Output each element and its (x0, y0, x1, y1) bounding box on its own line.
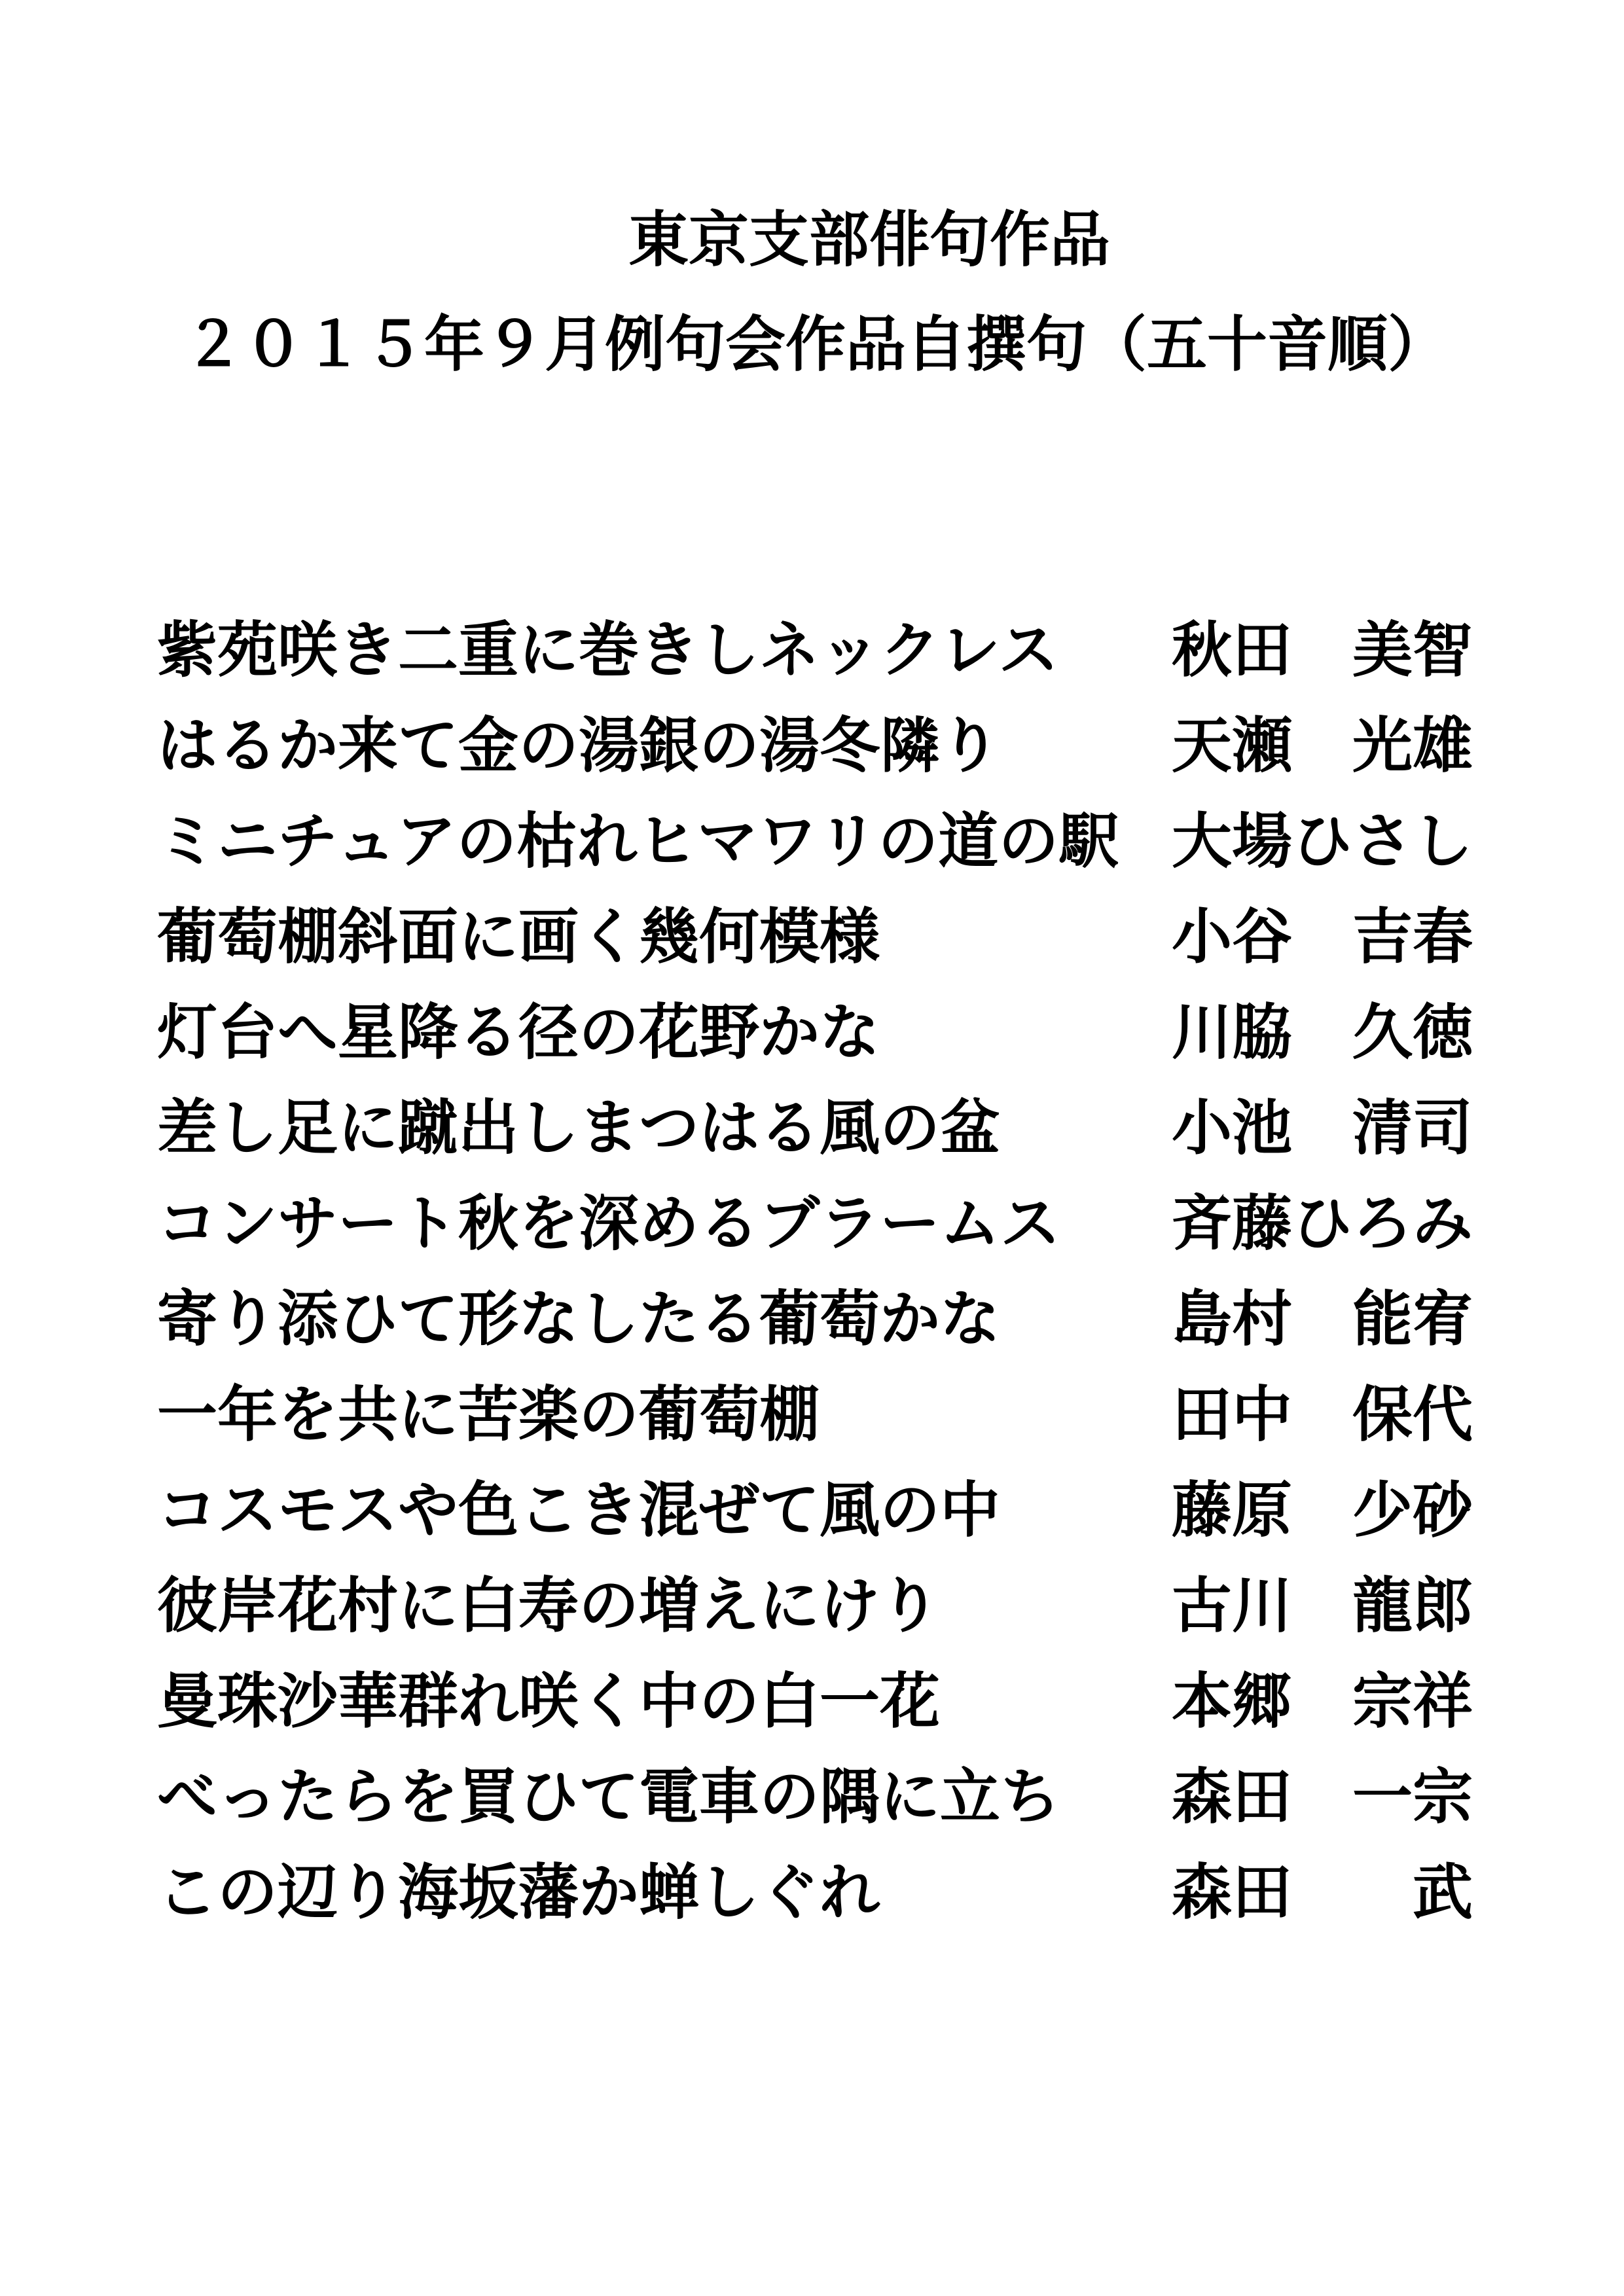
author-name (1172, 1749, 1473, 1844)
author-name (1172, 889, 1473, 984)
haiku-row (157, 1749, 1473, 1844)
haiku-text: この辺り海坂藩か蝉しぐれ (157, 1857, 880, 1928)
haiku-text: コンサート秋を深めるブラームス (157, 1188, 1061, 1259)
page-title: 東京支部俳句作品 (628, 204, 1111, 275)
haiku-text: 彼岸花村に白寿の増えにけり (157, 1570, 941, 1641)
author-name (1172, 793, 1473, 889)
haiku-row (157, 698, 1473, 793)
haiku-row (157, 889, 1473, 984)
author-given-name: 能宥 (1352, 1283, 1473, 1354)
haiku-row (157, 1844, 1473, 1940)
author-family-name: 森田 (1172, 1857, 1293, 1928)
author-given-name: 武 (1412, 1857, 1473, 1928)
haiku-text: 紫苑咲き二重に巻きしネックレス (157, 615, 1059, 685)
author-family-name: 小池 (1172, 1092, 1293, 1163)
haiku-text: ミニチュアの枯れヒマワリの道の駅 (157, 806, 1119, 876)
haiku-row (157, 1558, 1473, 1653)
author-name (1172, 1653, 1473, 1749)
haiku-row (157, 1080, 1473, 1175)
author-name (1172, 1844, 1473, 1940)
author-family-name: 本郷 (1172, 1666, 1293, 1736)
haiku-row (157, 1367, 1473, 1462)
author-given-name: 久徳 (1352, 997, 1473, 1067)
author-family-name: 小谷 (1172, 901, 1293, 972)
author-name (1172, 1367, 1473, 1462)
author-family-name: 森田 (1172, 1761, 1293, 1832)
haiku-text: 葡萄棚斜面に画く幾何模様 (157, 901, 880, 972)
haiku-row (157, 602, 1473, 698)
author-name (1172, 1558, 1473, 1653)
author-family-name: 島村 (1172, 1283, 1293, 1354)
haiku-text: 灯台へ星降る径の花野かな (157, 997, 880, 1067)
author-name (1172, 1175, 1473, 1271)
author-family-name: 藤原 (1172, 1475, 1293, 1545)
haiku-row (157, 1175, 1473, 1271)
page-subtitle: ２０１５年９月例句会作品自撰句（五十音順） (183, 309, 1449, 380)
author-family-name: 田中 (1172, 1379, 1293, 1450)
author-given-name: 宗祥 (1352, 1666, 1473, 1736)
author-family-name: 天瀬 (1172, 710, 1293, 781)
author-family-name: 秋田 (1172, 615, 1293, 685)
author-given-name: 龍郎 (1352, 1570, 1473, 1641)
author-family-name: 川脇 (1172, 997, 1293, 1067)
haiku-row (157, 984, 1473, 1080)
haiku-text: 差し足に蹴出しまつはる風の盆 (157, 1092, 1001, 1163)
author-given-name: 少砂 (1352, 1475, 1473, 1545)
haiku-list (157, 602, 1473, 1940)
haiku-text: べったらを買ひて電車の隅に立ち (157, 1761, 1061, 1832)
haiku-row (157, 1653, 1473, 1749)
author-given-name: 美智 (1352, 615, 1473, 685)
author-family-name: 古川 (1172, 1570, 1293, 1641)
haiku-text: 寄り添ひて形なしたる葡萄かな (157, 1283, 1001, 1354)
author-name (1172, 1271, 1473, 1367)
author-name (1172, 1462, 1473, 1558)
author-name (1172, 698, 1473, 793)
author-given-name: 一宗 (1352, 1761, 1473, 1832)
author-name (1172, 984, 1473, 1080)
author-family-name: 大場ひさし (1172, 806, 1473, 876)
author-given-name: 清司 (1352, 1092, 1473, 1163)
haiku-text: 曼珠沙華群れ咲く中の白一花 (157, 1666, 941, 1736)
author-given-name: 光雄 (1352, 710, 1473, 781)
author-family-name: 斉藤ひろみ (1172, 1188, 1473, 1259)
author-name (1172, 1080, 1473, 1175)
haiku-row (157, 1462, 1473, 1558)
author-name (1172, 602, 1473, 698)
haiku-text: コスモスや色こき混ぜて風の中 (157, 1475, 1001, 1545)
haiku-row (157, 1271, 1473, 1367)
author-given-name: 保代 (1352, 1379, 1473, 1450)
haiku-text: 一年を共に苦楽の葡萄棚 (157, 1379, 820, 1450)
haiku-text: はるか来て金の湯銀の湯冬隣り (157, 710, 1001, 781)
author-given-name: 吉春 (1352, 901, 1473, 972)
haiku-row (157, 793, 1473, 889)
